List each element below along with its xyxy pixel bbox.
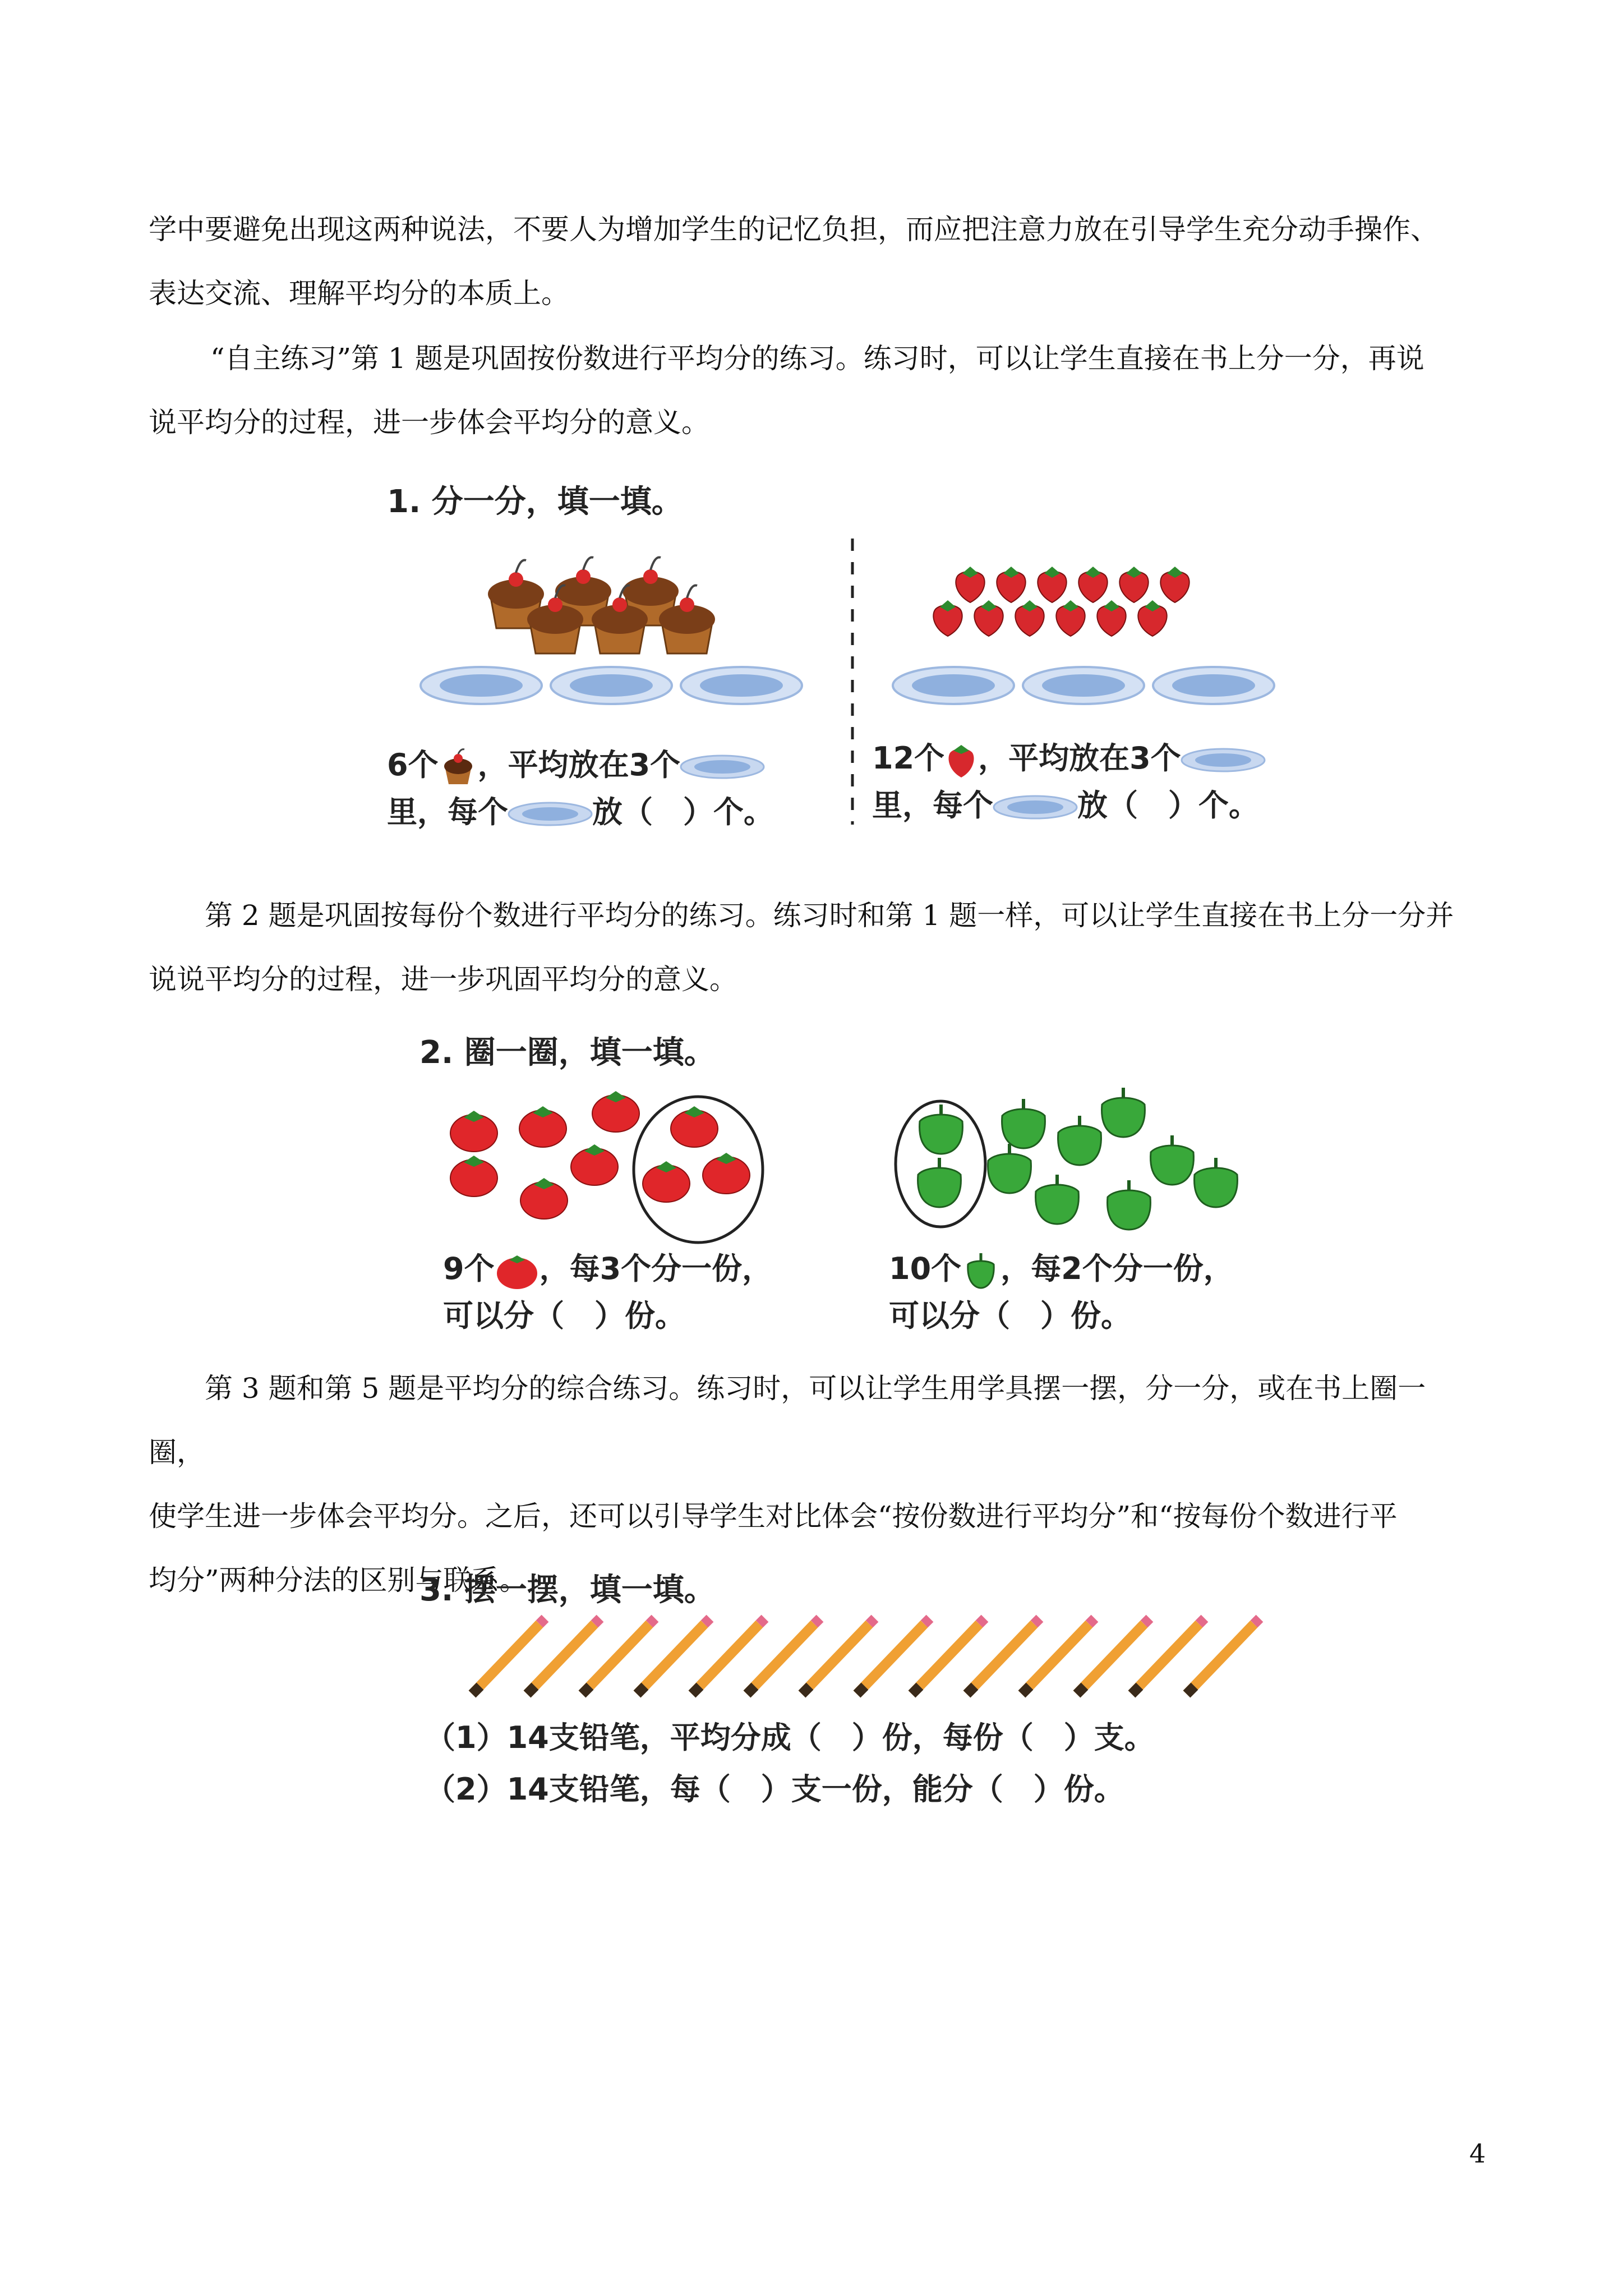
paragraph-4-line-1: 第 3 题和第 5 题是平均分的综合练习。练习时，可以让学生用学具摆一摆，分一分，或在书上圈一圈， xyxy=(149,1372,1426,1469)
exercise-1-right-text: 12个 ，平均放在3个 里，每个 放（ ）个。 xyxy=(872,735,1265,829)
paragraph-4-line-3: 均分”两种分法的区别与联系。 xyxy=(149,1564,528,1596)
exercise-3-line-2: （2）14支铅笔，每（ ）支一份，能分（ ）份。 xyxy=(425,1772,1124,1807)
paragraph-2-line-1: “自主练习”第 1 题是巩固按份数进行平均分的练习。练习时，可以让学生直接在书上分一分，再说 xyxy=(210,342,1424,375)
page-number: 4 xyxy=(1469,2138,1486,2169)
paragraph-4-line-2: 使学生进一步体会平均分。之后，还可以引导学生对比体会“按份数进行平均分”和“按每份个数进行平 xyxy=(149,1500,1398,1533)
exercise-3-text xyxy=(425,1712,1155,1815)
exercise-1-left-text: 6个 ，平均放在3个 里，每个 放（ ）个。 xyxy=(387,747,774,830)
paragraph-2-line-2: 说平均分的过程，进一步体会平均分的意义。 xyxy=(149,406,709,439)
exercise-1-title: 1. 分一分，填一填。 xyxy=(387,484,683,520)
exercise-3-title: 3. 摆一摆，填一填。 xyxy=(419,1572,716,1608)
paragraph-3-line-2: 说说平均分的过程，进一步巩固平均分的意义。 xyxy=(149,963,737,996)
paragraph-3-line-1: 第 2 题是巩固按每份个数进行平均分的练习。练习时和第 1 题一样，可以让学生直接在书上分一分并 xyxy=(205,899,1454,932)
exercise-2-title: 2. 圈一圈，填一填。 xyxy=(419,1034,716,1071)
exercise-2-left-text: 9个 ，每3个分一份， 可以分（ ）份。 xyxy=(443,1251,773,1333)
paragraph-1-line-2: 表达交流、理解平均分的本质上。 xyxy=(149,277,569,310)
paragraph-1-line-1: 学中要避免出现这两种说法，不要人为增加学生的记忆负担，而应把注意力放在引导学生充分动手操作、 xyxy=(149,213,1438,246)
exercise-3-line-1: （1）14支铅笔，平均分成（ ）份，每份（ ）支。 xyxy=(425,1720,1155,1755)
exercise-2-right-text: 10个 ，每2个分一份， 可以分（ ）份。 xyxy=(889,1251,1234,1333)
